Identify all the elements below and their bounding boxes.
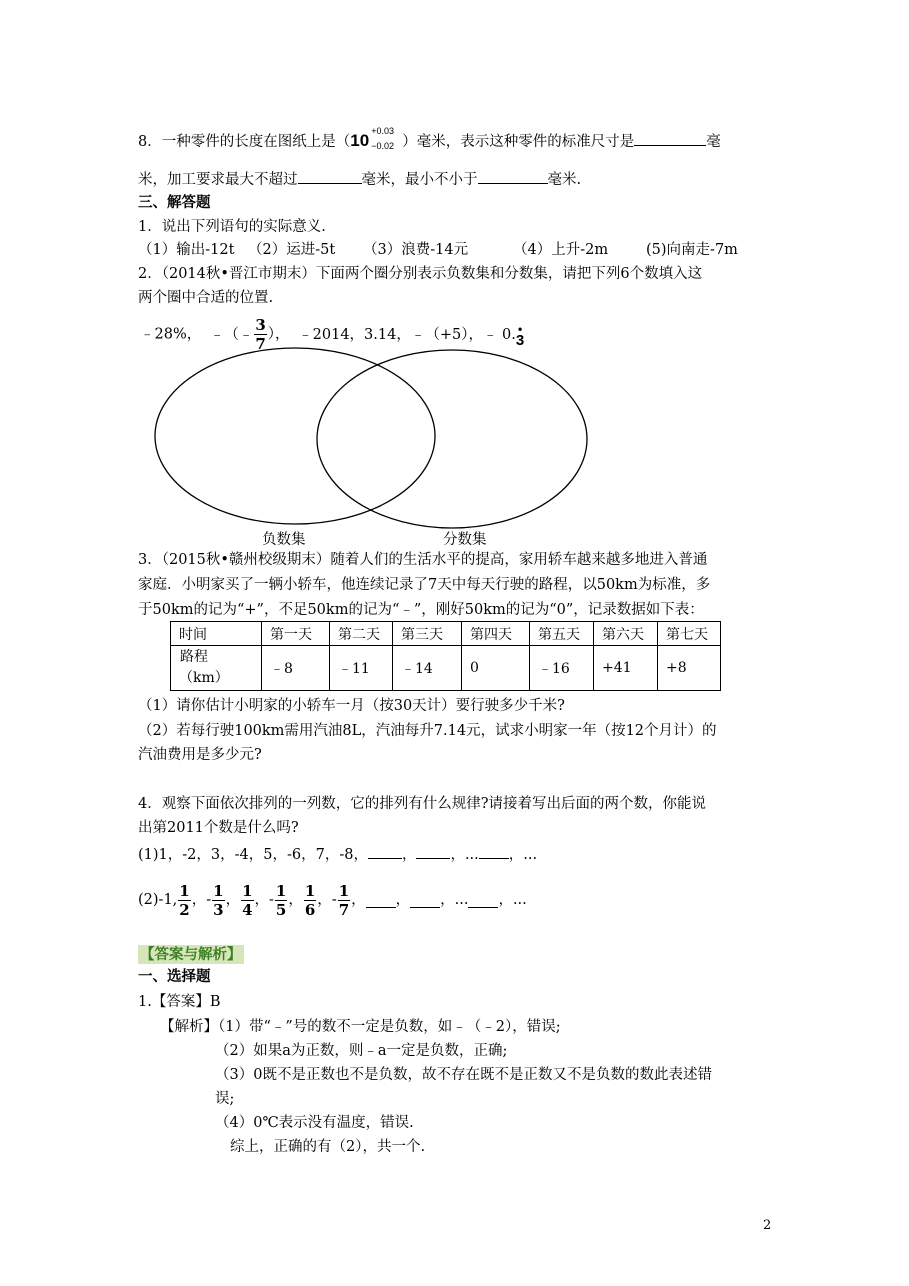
table-cell: +41 <box>594 646 658 691</box>
q8-unit: 毫 <box>706 134 721 150</box>
seq1-blank-2[interactable] <box>416 843 450 859</box>
answer1-line1: 【解析】（1）带“﹣”号的数不一定是负数，如﹣（﹣2），错误; <box>160 1019 561 1035</box>
table-header-cell: 第一天 <box>262 622 330 646</box>
answer1-line6: 综上，正确的有（2），共一个. <box>230 1139 426 1155</box>
answer1-line5: （4）0℃表示没有温度，错误. <box>215 1115 414 1131</box>
table-header-cell: 时间 <box>171 622 262 646</box>
label-negative-set: 负数集 <box>262 532 306 548</box>
p1-item-1: （1）输出-12t <box>138 242 235 258</box>
seq2-fraction-num: 1 <box>213 881 224 900</box>
seq2-comma: ， <box>191 892 207 908</box>
answer1-line3: （3）0既不是正数也不是负数，故不存在既不是正数又不是负数的数此表述错 <box>215 1067 712 1083</box>
q8-line2 <box>138 168 581 190</box>
label-fraction-set: 分数集 <box>443 532 487 548</box>
seq2-blank-1[interactable] <box>366 892 396 908</box>
q8-blank-1[interactable] <box>634 130 706 146</box>
p2-repeat-digit: 3 <box>515 331 525 349</box>
p2-n3: ﹣2014，3.14，﹣（+5），﹣ 0. <box>298 326 516 343</box>
table-row-head <box>171 646 262 691</box>
seq1-blank-3[interactable] <box>479 843 509 859</box>
answers-section1: 一、选择题 <box>138 968 211 985</box>
table-cell: +8 <box>658 646 721 691</box>
q8-tolerance <box>350 126 402 154</box>
seq2-fractions <box>177 881 366 919</box>
q8-line1 <box>138 126 721 156</box>
seq1-comma-2: ， <box>450 847 465 863</box>
seq2-comma-1: ， <box>395 892 411 908</box>
p3-q1: （1）请你估计小明家的小轿车一月（按30天计）要行驶多少千米? <box>138 698 565 714</box>
q8-base: 10 <box>350 131 370 150</box>
negative-set-ellipse <box>155 348 435 524</box>
q8-blank-3[interactable] <box>478 168 548 184</box>
answers-heading <box>138 943 244 964</box>
seq2-fraction <box>241 882 253 919</box>
q8-text-e: 毫米. <box>547 172 582 188</box>
table-cell: 0 <box>462 646 530 691</box>
p2-repeat-dot: • <box>517 321 523 336</box>
seq2-fraction-num: 1 <box>179 881 190 900</box>
seq2-comma: ， <box>288 892 303 908</box>
seq2-fraction <box>212 882 224 919</box>
mileage-table <box>170 621 721 691</box>
p1-item-2: （2）运进-5t <box>248 242 336 258</box>
p3-q2b: 汽油费用是多少元? <box>138 747 262 763</box>
seq2-comma-2: ， <box>440 892 455 908</box>
seq2-term-sign: - <box>331 892 337 908</box>
seq2-fraction-den: 3 <box>213 900 224 919</box>
q8-text-c: 米，加工要求最大不超过 <box>138 172 298 188</box>
p3-line1: 3．（2015秋•赣州校级期末）随着人们的生活水平的提高，家用轿车越来越多地进入普通 <box>138 552 708 568</box>
q8-sup: +0.03 <box>371 126 395 136</box>
answer1-line4: 误; <box>215 1091 235 1107</box>
table-header-cell: 第五天 <box>530 622 594 646</box>
table-row <box>171 622 721 646</box>
q8-blank-2[interactable] <box>298 168 362 184</box>
p1-item-4: （4）上升-2m <box>513 242 609 258</box>
p2-fraction-num: 3 <box>255 316 266 334</box>
p3-q2a: （2）若每行驶100km需用汽油8L，汽油每升7.14元，试求小明家一年（按12个月计）的 <box>138 723 717 739</box>
seq2-ellipsis: ... <box>454 892 469 908</box>
table-header-cell: 第二天 <box>330 622 393 646</box>
p4-line1: 4．观察下面依次排列的一列数，它的排列有什么规律?请接着写出后面的两个数，你能说 <box>138 796 706 812</box>
seq2-fraction-num: 1 <box>242 881 253 900</box>
seq2-term <box>303 881 332 919</box>
seq2-fraction <box>275 882 287 919</box>
seq2-blank-2[interactable] <box>410 892 440 908</box>
table-cell: ﹣16 <box>530 646 594 691</box>
seq2-fraction-num: 1 <box>338 881 350 900</box>
seq2-fraction <box>338 882 350 919</box>
table-header-cell: 第七天 <box>658 622 721 646</box>
q8-text-d: 毫米，最小不小于 <box>361 172 478 188</box>
table-cell: ﹣8 <box>262 646 330 691</box>
p1-item-3: （3）浪费-14元 <box>363 242 469 258</box>
p2-numbers <box>140 316 524 356</box>
seq2-comma: ， <box>254 892 269 908</box>
seq2-term <box>269 881 303 919</box>
p1-item-5: (5)向南走-7m <box>646 242 738 258</box>
seq2-comma: ， <box>225 892 241 908</box>
seq2-fraction-den: 7 <box>338 900 350 919</box>
row-head-line1: 路程 <box>180 649 208 665</box>
p3-line2: 家庭．小明家买了一辆小轿车，他连续记录了7天中每天行驶的路程，以50km为标准，多 <box>138 577 711 593</box>
seq2-blank-3[interactable] <box>468 892 498 908</box>
seq2-fraction <box>178 882 190 919</box>
p1-title: 1．说出下列语句的实际意义. <box>138 219 326 235</box>
p4-seq2 <box>138 880 527 920</box>
seq2-fraction-num: 1 <box>275 881 287 900</box>
p4-seq1 <box>138 843 537 865</box>
page-number: 2 <box>763 1218 772 1233</box>
p2-n2b: ）， <box>267 326 290 343</box>
seq2-comma: ， <box>317 892 332 908</box>
seq2-fraction-den: 4 <box>242 900 253 919</box>
seq1-blank-1[interactable] <box>368 843 402 859</box>
seq2-term <box>206 881 241 919</box>
fraction-set-ellipse <box>317 350 587 528</box>
table-row <box>171 646 721 691</box>
seq2-term <box>177 881 207 919</box>
p2-fraction <box>254 316 266 353</box>
seq2-fraction-num: 1 <box>304 881 316 900</box>
seq2-fraction-den: 2 <box>179 900 190 919</box>
seq2-fraction-den: 6 <box>304 900 316 919</box>
seq2-term <box>240 881 269 919</box>
seq2-fraction-den: 5 <box>275 900 287 919</box>
table-header-cell: 第四天 <box>462 622 530 646</box>
p2-n1: ﹣28%， <box>140 326 202 343</box>
seq2-dots: ，... <box>498 892 527 908</box>
seq2-start: (2)-1, <box>138 892 178 908</box>
table-cell: ﹣11 <box>330 646 393 691</box>
seq2-fraction <box>304 882 316 919</box>
q8-text-b: ）毫米，表示这种零件的标准尺寸是 <box>402 134 635 150</box>
seq1-dots: ，... <box>508 847 538 863</box>
p2-line2: 两个圈中合适的位置. <box>138 290 274 306</box>
table-header-cell: 第六天 <box>594 622 658 646</box>
answer1-line2: （2）如果a为正数，则﹣a一定是负数，正确; <box>215 1043 508 1059</box>
table-cell: ﹣14 <box>393 646 462 691</box>
q8-text-a: 8．一种零件的长度在图纸上是（ <box>138 134 351 150</box>
q8-sub: −0.02 <box>371 141 395 151</box>
seq1-ellipsis: ... <box>464 847 479 863</box>
table-header-cell: 第三天 <box>393 622 462 646</box>
seq2-term-sign: - <box>206 892 212 908</box>
p2-fraction-den: 7 <box>255 335 266 353</box>
p2-line1: 2．（2014秋•晋江市期末）下面两个圈分别表示负数集和分数集，请把下列6个数填入这 <box>138 266 703 282</box>
seq2-term-sign: - <box>269 892 274 908</box>
row-head-line2: （km） <box>179 670 229 686</box>
p3-line3: 于50km的记为“+”，不足50km的记为“﹣”，刚好50km的记为“0”，记录数据如下表： <box>138 602 704 618</box>
p4-line2: 出第2011个数是什么吗? <box>138 820 299 836</box>
seq2-term <box>331 881 366 919</box>
seq1-comma-1: ， <box>401 847 417 863</box>
seq2-comma: ， <box>351 892 366 908</box>
answer1-title: 1.【答案】B <box>138 994 221 1010</box>
answers-heading-text: 【答案与解析】 <box>140 946 242 963</box>
section3-title: 三、解答题 <box>138 194 211 211</box>
seq1-text: (1)1，-2，3，-4，5，-6，7，-8， <box>138 847 368 863</box>
p2-n2a: ﹣（﹣ <box>209 326 254 343</box>
p2-repeating <box>516 323 524 347</box>
